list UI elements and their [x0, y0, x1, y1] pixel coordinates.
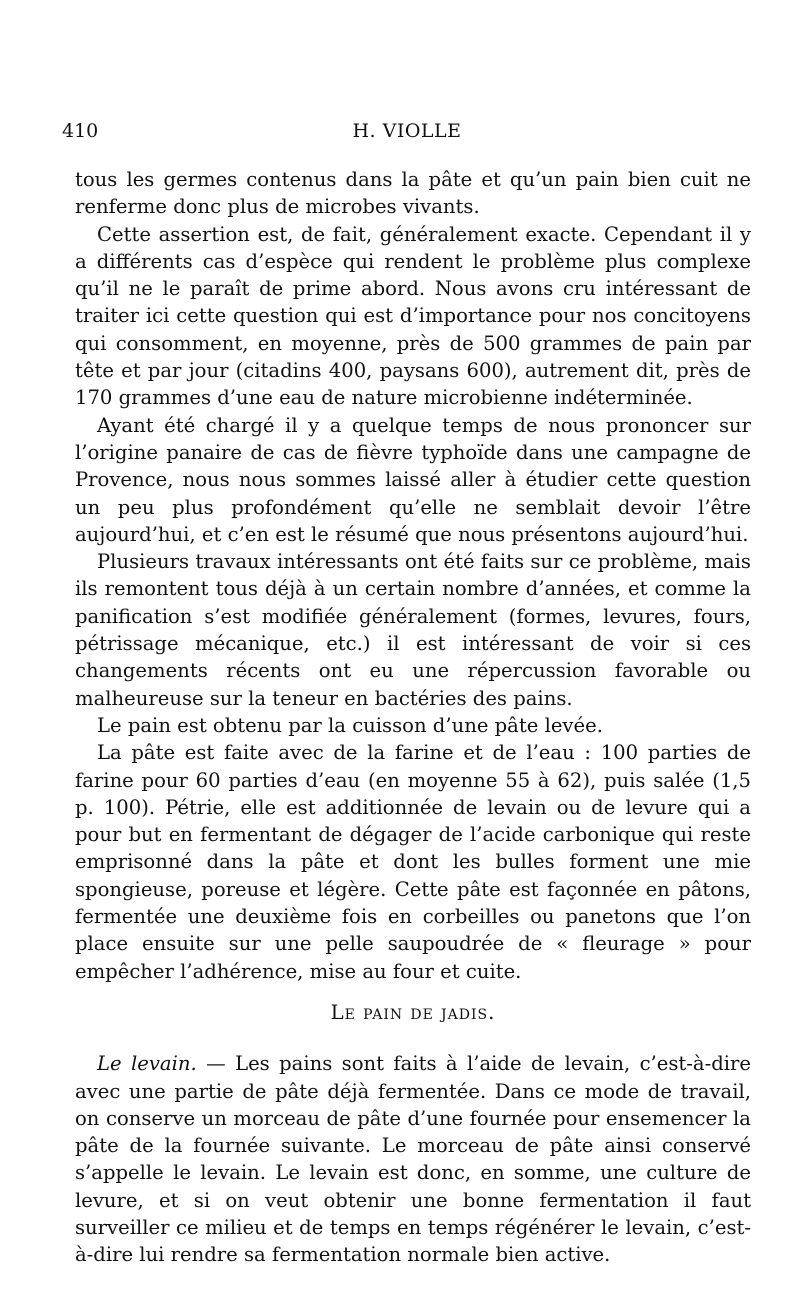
paragraph-definition: Le pain est obtenu par la cuisson d’une pâte levée. — [97, 713, 603, 737]
paragraph-continuation: tous les germes contenus dans la pâte et qu’un pain bien cuit ne renferme donc plus de microbes vivants. — [75, 168, 751, 219]
section-heading: Le pain de jadis. — [330, 1000, 496, 1024]
paragraph-levain — [75, 1050, 751, 1268]
paragraph-typhoid: Ayant été chargé il y a quelque temps de nous prononcer sur l’origine panaire de cas de fièvre typhoïde dans une campagne de Provence, nous nous sommes laissé aller à étudier cette question un peu plus profondément qu’elle ne semblait devoir l’être aujourd’hui, et c’en est le résumé que nous présentons aujourd’hui. — [75, 413, 751, 546]
body-text — [75, 166, 751, 1269]
paragraph-lead-term: Le levain. — [97, 1052, 197, 1076]
page-header — [62, 120, 752, 150]
page-number: 410 — [62, 120, 99, 142]
running-head: H. VIOLLE — [352, 120, 462, 142]
paragraph-levain-text: — Les pains sont faits à l’aide de levain, c’est-à-dire avec une partie de pâte déjà fermentée. Dans ce mode de travail, on conserve un morceau de pâte d’une fournée pour ensemencer la pâte de la fournée suivante. Le morceau de pâte ainsi conservé s’appelle le levain. Le levain est donc, en somme, une culture de levure, et si on veut obtenir une bonne fermentation il faut surveiller ce milieu et de temps en temps régénérer le levain, c’est-à-dire lui rendre sa fermentation normale bien active. — [75, 1052, 751, 1267]
paragraph-prior-work: Plusieurs travaux intéressants ont été faits sur ce problème, mais ils remontent tous déjà à un certain nombre d’années, et comme la panification s’est modifiée généralement (formes, levures, fours, pétrissage mécanique, etc.) il est intéressant de voir si ces changements récents ont eu une répercussion favorable ou malheureuse sur la teneur en bactéries des pains. — [75, 550, 751, 710]
paragraph-dough: La pâte est faite avec de la farine et de l’eau : 100 parties de farine pour 60 parties d’eau (en moyenne 55 à 62), puis salée (1,5 p. 100). Pétrie, elle est additionnée de levain ou de levure qui a pour but en fermentant de dégager de l’acide carbonique qui reste emprisonné dans la pâte et dont les bulles forment une mie spongieuse, poreuse et légère. Cette pâte est façonnée en pâtons, fermentée une deuxième fois en corbeilles ou panetons que l’on place ensuite sur une pelle saupoudrée de « fleurage » pour empêcher l’adhérence, mise au four et cuite. — [75, 741, 751, 983]
paragraph-assertion: Cette assertion est, de fait, généralement exacte. Cependant il y a différents cas d’espèce qui rendent le problème plus complexe qu’il ne le paraît de prime abord. Nous avons cru intéressant de traiter ici cette question qui est d’importance pour nos concitoyens qui consomment, en moyenne, près de 500 grammes de pain par tête et par jour (citadins 400, paysans 600), autrement dit, près de 170 grammes d’une eau de nature microbienne indéterminée. — [75, 222, 751, 410]
